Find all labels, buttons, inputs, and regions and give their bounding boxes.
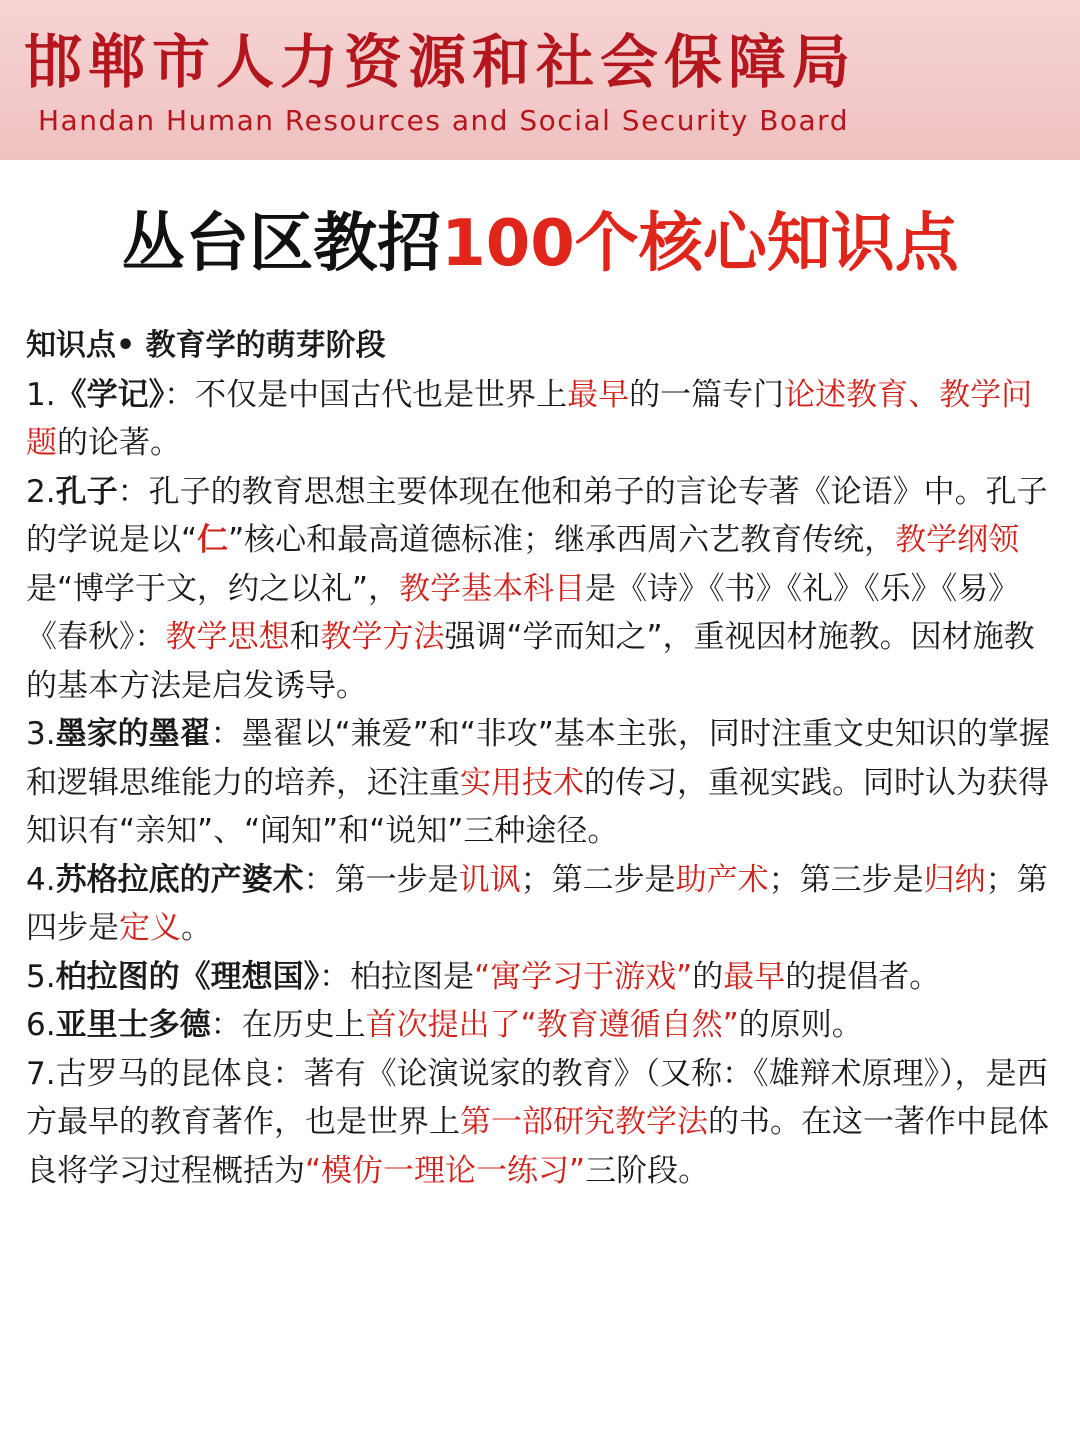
point-text: 的论著。 <box>57 425 181 461</box>
point-emphasis: 柏拉图的《理想国》 <box>55 958 320 995</box>
page-title <box>0 196 1080 292</box>
point-emphasis: 教学基本科目 <box>399 570 586 607</box>
knowledge-point-1 <box>26 371 1056 468</box>
point-text: ；第三步是 <box>768 861 924 898</box>
point-emphasis: 实用技术 <box>460 764 584 801</box>
point-emphasis: 《学记》 <box>55 376 165 413</box>
point-text: 的传习，重视实践。同时认为获得知识有“亲知”、“闻知”和“说知”三种途径。 <box>26 764 1049 849</box>
organization-name-chinese: 邯郸市人力资源和社会保障局 <box>24 28 857 96</box>
point-text: ”核心和最高道德标准；继承西周六艺教育传统， <box>228 522 896 558</box>
knowledge-point-5 <box>26 953 1056 1002</box>
title-part-highlight: 100个核心知识点 <box>441 207 959 281</box>
point-emphasis: 最早 <box>567 376 630 413</box>
section-heading: 知识点• 教育学的萌芽阶段 <box>26 328 386 363</box>
point-text: 的书。在这一著作中昆体良将学习过程概括为 <box>26 1104 1049 1189</box>
point-emphasis: 教学纲领 <box>895 522 1020 558</box>
point-emphasis: 孔子 <box>55 473 118 510</box>
point-emphasis: 亚里士多德 <box>55 1007 211 1043</box>
point-text: ；第四步是 <box>26 861 1048 946</box>
point-text: ：柏拉图是 <box>319 958 475 995</box>
point-text: 的 <box>692 958 724 995</box>
organization-name-english: Handan Human Resources and Social Security Board <box>38 104 849 137</box>
point-text: 的提倡者。 <box>785 958 941 995</box>
knowledge-point-list <box>26 371 1056 1196</box>
point-emphasis: 首次提出了“教育遵循自然” <box>365 1007 739 1043</box>
point-text: ：在历史上 <box>210 1007 366 1043</box>
knowledge-point-3 <box>26 710 1056 856</box>
point-text: ：墨翟以“兼爱”和“非攻”基本主张，同时注重文史知识的掌握和逻辑思维能力的培养，还注重 <box>26 716 1050 801</box>
point-emphasis: 苏格拉底的产婆术 <box>55 861 304 898</box>
point-emphasis: 最早 <box>723 958 786 995</box>
point-emphasis: 归纳 <box>923 861 986 898</box>
point-text: 1. <box>26 376 56 413</box>
point-text: 3. <box>26 716 56 752</box>
point-text: 5. <box>26 958 56 995</box>
point-text: 6. <box>26 1007 56 1043</box>
point-emphasis: “寓学习于游戏” <box>474 958 693 995</box>
knowledge-point-7 <box>26 1050 1056 1196</box>
point-text: ：孔子的教育思想主要体现在他和弟子的言论专著《论语》中。孔子的学说是以“ <box>26 473 1048 558</box>
point-text: ；第二步是 <box>520 861 676 898</box>
point-emphasis: 仁 <box>197 522 229 558</box>
point-emphasis: 教学思想 <box>165 619 290 655</box>
knowledge-point-4 <box>26 856 1056 953</box>
point-emphasis: 教学方法 <box>320 619 445 655</box>
point-emphasis: 助产术 <box>675 861 769 898</box>
point-text: 4. <box>26 861 56 898</box>
point-emphasis: 墨家的墨翟 <box>55 716 211 752</box>
header-banner <box>0 0 1080 160</box>
point-emphasis: 定义 <box>119 910 181 946</box>
point-text: ：不仅是中国古代也是世界上 <box>164 376 568 413</box>
point-text: 三阶段。 <box>585 1152 710 1189</box>
knowledge-point-6 <box>26 1001 1056 1050</box>
article-body <box>26 322 1056 1195</box>
point-text: 是《诗》《书》《礼》《乐》《易》《春秋》： <box>26 570 1020 655</box>
point-text: 2. <box>26 473 56 510</box>
point-text: 7.古罗马的昆体良：著有《论演说家的教育》（又称：《雄辩术原理》），是西方最早的教育著作，也是世界上 <box>26 1055 1048 1140</box>
point-text: 和 <box>289 619 321 655</box>
point-emphasis: 论述教育、教学问题 <box>26 376 1033 461</box>
point-text: 。 <box>181 910 212 946</box>
point-emphasis: “模仿一理论一练习” <box>305 1152 586 1189</box>
point-text: 的一篇专门 <box>629 376 785 413</box>
point-text: ：第一步是 <box>303 861 459 898</box>
title-part-district: 丛台区教招 <box>121 207 442 281</box>
point-emphasis: 第一部研究教学法 <box>460 1104 708 1140</box>
knowledge-point-2 <box>26 468 1056 711</box>
point-emphasis: 讥讽 <box>458 861 521 898</box>
point-text: 强调“学而知之”，重视因材施教。因材施教的基本方法是启发诱导。 <box>26 619 1035 704</box>
point-text: 是“博学于文，约之以礼”， <box>26 570 400 607</box>
point-text: 的原则。 <box>738 1007 863 1043</box>
